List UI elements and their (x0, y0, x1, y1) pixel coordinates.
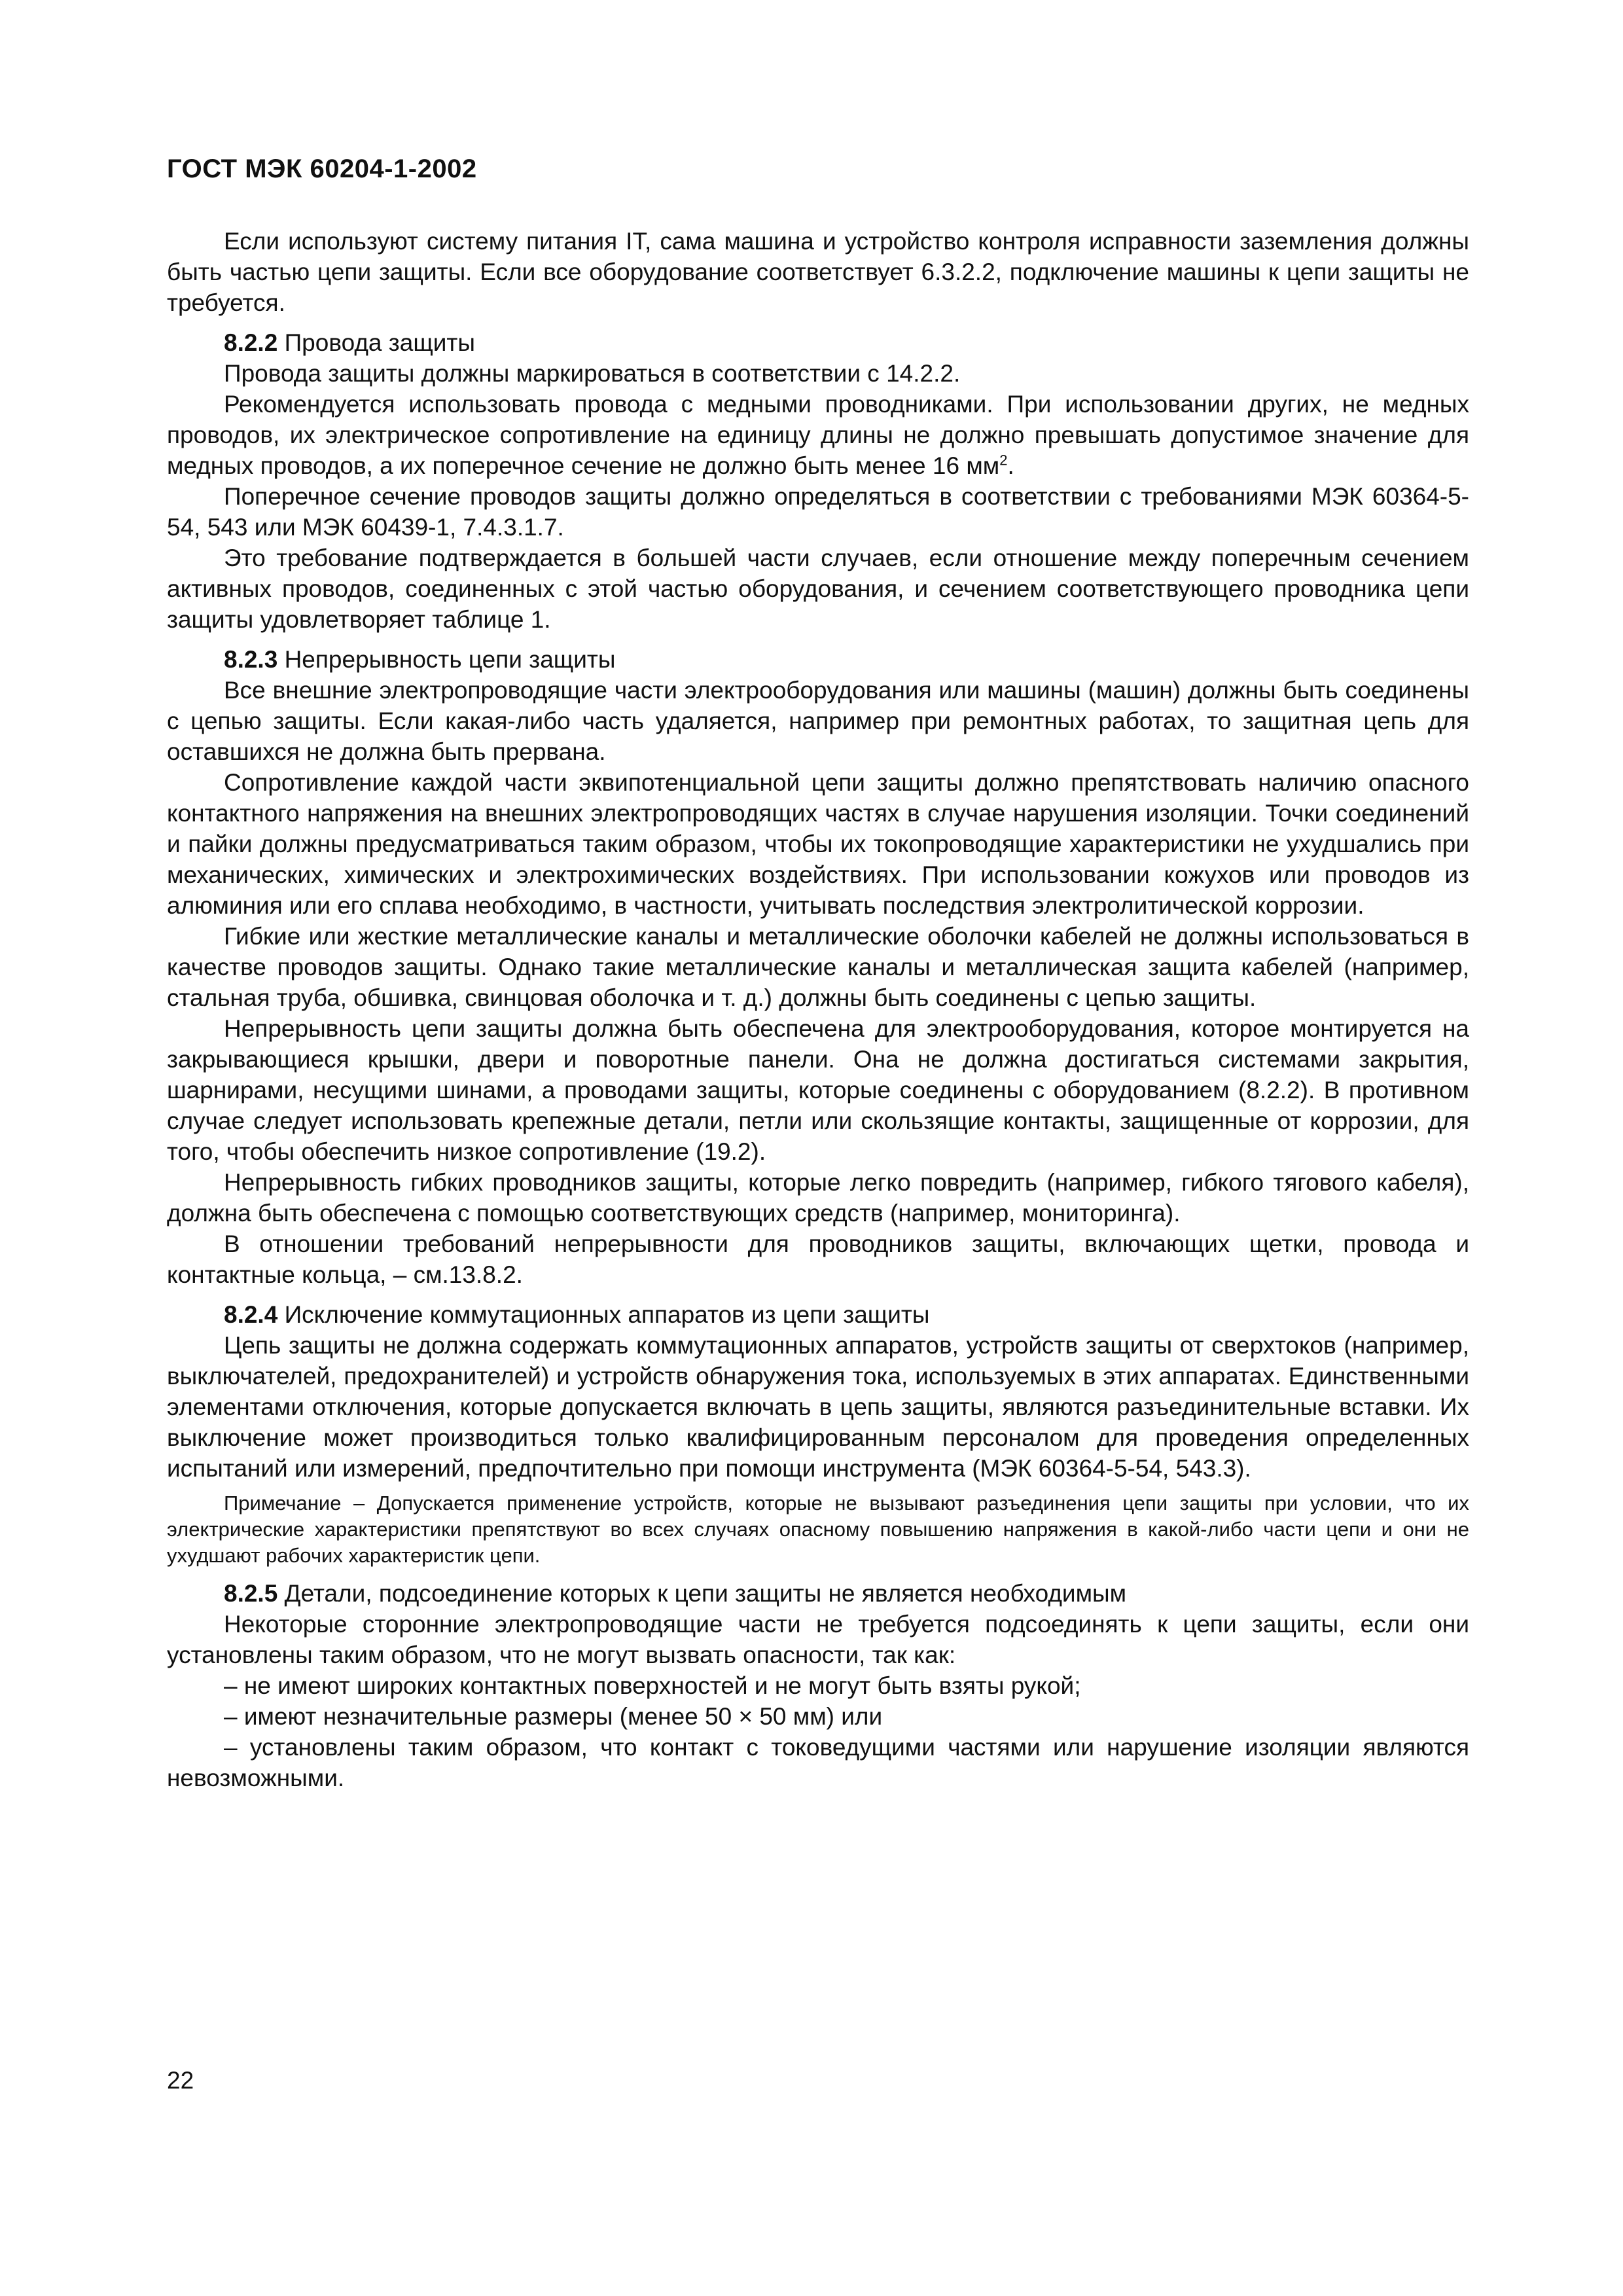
section-heading-8-2-4 (167, 1299, 1469, 1330)
paragraph: Гибкие или жесткие металлические каналы и металлические оболочки кабелей не должны использоваться в качестве проводов защиты. Однако такие металлические каналы и металлическая защита кабелей (например, стальная труба, обшивка, свинцовая оболочка и т. д.) должны быть соединены с цепью защиты. (167, 923, 1469, 1011)
paragraph: Поперечное сечение проводов защиты должно определяться в соответствии с требованиями МЭК 60364-5-54, 543 или МЭК 60439-1, 7.4.3.1.7. (167, 483, 1469, 541)
paragraph: В отношении требований непрерывности для проводников защиты, включающих щетки, провода и контактные кольца, – см.13.8.2. (167, 1230, 1469, 1288)
paragraph: Некоторые сторонние электропроводящие части не требуется подсоединять к цепи защиты, если они установлены таким образом, что не могут вызвать опасности, так как: (167, 1611, 1469, 1668)
paragraph: Это требование подтверждается в большей части случаев, если отношение между поперечным сечением активных проводов, соединенных с этой частью оборудования, и сечением соответствующего проводника цепи защиты удовлетворяет таблице 1. (167, 545, 1469, 633)
section-heading-8-2-2 (167, 327, 1469, 358)
section-title: Детали, подсоединение которых к цепи защиты не является необходимым (277, 1580, 1127, 1607)
paragraph: Непрерывность гибких проводников защиты, которые легко повредить (например, гибкого тягового кабеля), должна быть обеспечена с помощью соответствующих средств (например, мониторинга). (167, 1169, 1469, 1227)
section-number: 8.2.2 (224, 329, 278, 356)
section-number: 8.2.3 (224, 646, 278, 673)
section-title: Исключение коммутационных аппаратов из цепи защиты (277, 1301, 930, 1328)
list-item: – имеют незначительные размеры (менее 50 × 50 мм) или (224, 1703, 883, 1730)
document-page (167, 0, 1476, 2296)
paragraph: Сопротивление каждой части эквипотенциальной цепи защиты должно препятствовать наличию опасного контактного напряжения на внешних электропроводящих частях в случае нарушения изоляции. Точки соединений и пайки должны предусматриваться таким образом, чтобы их токопроводящие характеристики не ухудшались при механических, химических и электрохимических воздействиях. При использовании кожухов или проводов из алюминия или его сплава необходимо, в частности, учитывать последствия электролитической коррозии. (167, 769, 1469, 919)
list-item: – не имеют широких контактных поверхностей и не могут быть взяты рукой; (224, 1672, 1081, 1699)
paragraph-end: . (1007, 452, 1014, 479)
page-number: 22 (167, 2067, 194, 2094)
superscript: 2 (999, 452, 1008, 469)
paragraph (167, 389, 1469, 481)
paragraph-text: Рекомендуется использовать провода с медными проводниками. При использовании других, не медных проводов, их электрическое сопротивление на единицу длины не должно превышать допустимое значение для медных проводов, а их поперечное сечение не должно быть менее 16 мм (167, 391, 1469, 479)
list-item: – установлены таким образом, что контакт с токоведущими частями или нарушение изоляции являются невозможными. (167, 1734, 1469, 1791)
document-body (167, 226, 1469, 1793)
paragraph: Провода защиты должны маркироваться в соответствии с 14.2.2. (224, 360, 961, 387)
note: Примечание – Допускается применение устройств, которые не вызывают разъединения цепи защиты при условии, что их электрические характеристики препятствуют во всех случаях опасному повышению напряжения в какой-либо части цепи и они не ухудшают рабочих характеристик цепи. (167, 1492, 1469, 1567)
section-title: Провода защиты (277, 329, 475, 356)
section-number: 8.2.5 (224, 1580, 278, 1607)
document-header: ГОСТ МЭК 60204-1-2002 (167, 154, 477, 183)
paragraph: Непрерывность цепи защиты должна быть обеспечена для электрооборудования, которое монтируется на закрывающиеся крышки, двери и поворотные панели. Она не должна достигаться системами закрытия, шарнирами, несущими шинами, а проводами защиты, которые соединены с оборудованием (8.2.2). В противном случае следует использовать крепежные детали, петли или скользящие контакты, защищенные от коррозии, для того, чтобы обеспечить низкое сопротивление (19.2). (167, 1015, 1469, 1165)
section-heading-8-2-3 (167, 644, 1469, 675)
section-title: Непрерывность цепи защиты (277, 646, 616, 673)
paragraph: Если используют систему питания IT, сама машина и устройство контроля исправности заземления должны быть частью цепи защиты. Если все оборудование соответствует 6.3.2.2, подключение машины к цепи защиты не требуется. (167, 228, 1469, 316)
paragraph: Цепь защиты не должна содержать коммутационных аппаратов, устройств защиты от сверхтоков (например, выключателей, предохранителей) и устройств обнаружения тока, используемых в этих аппаратах. Единственными элементами отключения, которые допускается включать в цепь защиты, являются разъединительные вставки. Их выключение может производиться только квалифицированным персоналом для проведения определенных испытаний или измерений, предпочтительно при помощи инструмента (МЭК 60364-5-54, 543.3). (167, 1332, 1469, 1482)
section-heading-8-2-5 (167, 1578, 1469, 1609)
section-number: 8.2.4 (224, 1301, 278, 1328)
paragraph: Все внешние электропроводящие части электрооборудования или машины (машин) должны быть соединены с цепью защиты. Если какая-либо часть удаляется, например при ремонтных работах, то защитная цепь для оставшихся не должна быть прервана. (167, 677, 1469, 765)
